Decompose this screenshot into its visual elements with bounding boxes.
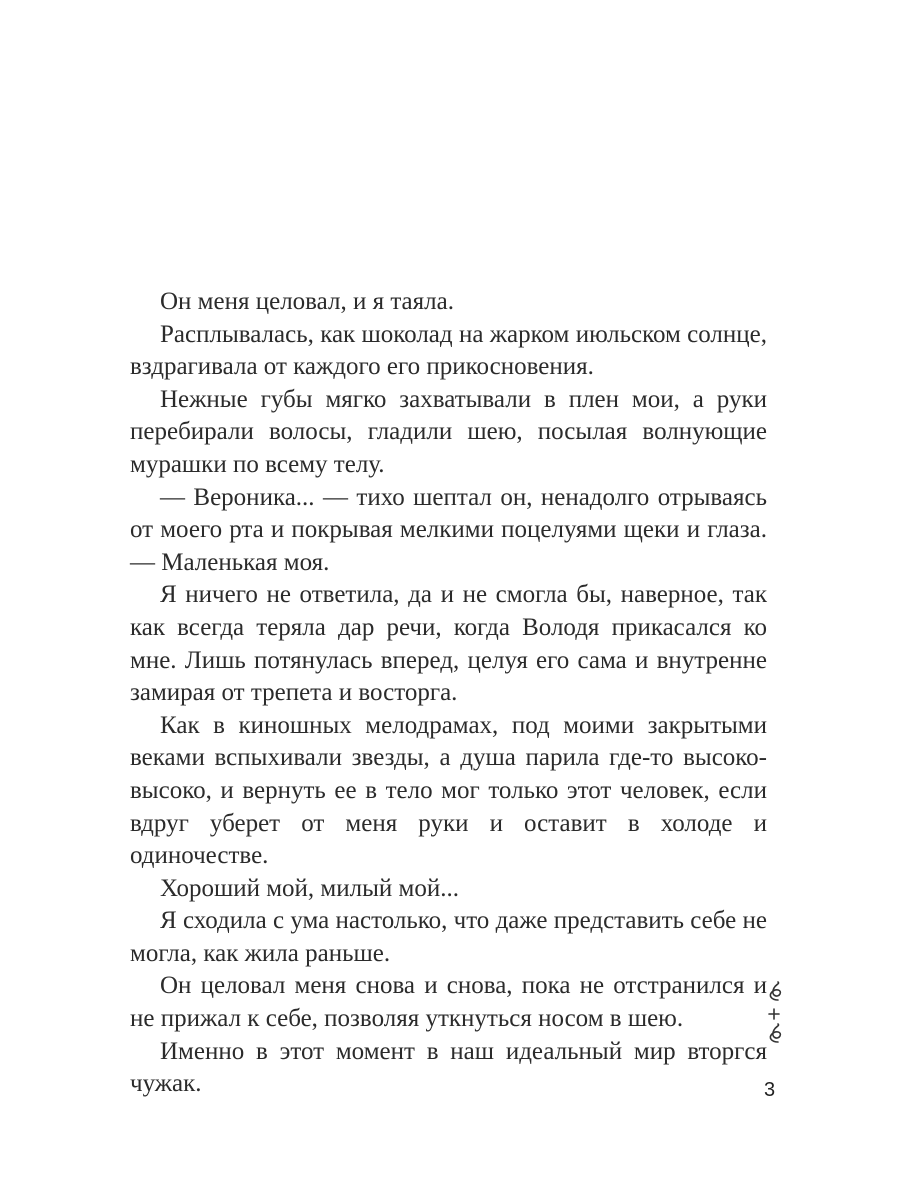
- body-text: [130, 286, 767, 1101]
- paragraph: — Вероника... — тихо шептал он, ненадолго отрываясь от моего рта и покрывая мелкими поцелуями щеки и глаза. — Маленькая моя.: [130, 483, 767, 576]
- paragraph: Именно в этот момент в наш идеальный мир вторгся чужак.: [130, 1037, 767, 1098]
- page-number: 3: [764, 1079, 776, 1101]
- paragraph: Он меня целовал, и я таяла.: [160, 288, 454, 315]
- paragraph: Как в киношных мелодрамах, под моими закрытыми веками вспыхивали звезды, а душа парила где-то высоко-высоко, и вернуть ее в тело мог только этот человек, если вдруг уберет от меня руки и оставит в холоде и одиночестве.: [130, 711, 767, 870]
- paragraph: Расплывалась, как шоколад на жарком июльском солнце, вздрагивала от каждого его прикосновения.: [130, 320, 767, 381]
- script-monogram-icon: [752, 968, 792, 1048]
- paragraph: Он целовал меня снова и снова, пока не отстранился и не прижал к себе, позволяя уткнуться носом в шею.: [130, 972, 767, 1033]
- paragraph: Я сходила с ума настолько, что даже представить себе не могла, как жила раньше.: [130, 907, 767, 967]
- paragraph: Я ничего не ответила, да и не смогла бы, наверное, так как всегда теряла дар речи, когда Володя прикасался ко мне. Лишь потянулась вперед, целуя его сама и внутренне замирая от трепета и восторга.: [130, 581, 767, 707]
- paragraph: Хороший мой, милый мой...: [160, 874, 459, 902]
- paragraph: Нежные губы мягко захватывали в плен мои, а руки перебирали волосы, гладили шею, посылая волнующие мурашки по всему телу.: [130, 385, 767, 478]
